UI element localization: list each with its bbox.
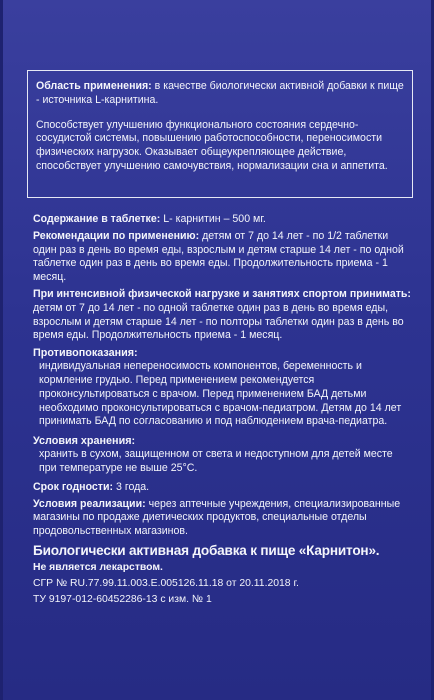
main-text [33,213,411,609]
technical-spec: ТУ 9197-012-60452286-13 с изм. № 1 [33,593,212,605]
benefits-paragraph: Способствует улучшению функционального состояния сердечно-сосудистой системы, повышению работоспособности, переносимости физических нагрузок. Оказывает общеукрепляющее действие, способствует улучшению самочувствия, нормализации сна и аппетита. [36,118,388,172]
not-drug-note: Не является лекарством. [33,561,163,573]
content-text: L- карнитин – 500 мг. [163,213,266,225]
application-area-text: в качестве биологически активной добавки к пище - источника L-карнитина. [36,80,404,106]
contraindications-text: индивидуальная непереносимость компонентов, беременность и кормление грудью. Перед применением рекомендуется проконсультироваться с врачом. Перед применением БАД детьми необходимо проконсультироваться с врачом-педиатром. Детям до 14 лет принимать БАД по согласованию и под наблюдением врача-педиатра. [39,360,402,428]
contraindications-label: Противопоказания: [33,347,138,360]
sport-text: детям от 7 до 14 лет - по одной таблетке один раз в день во время еды, взрослым и детям старше 14 лет - по полторы таблетки один раз в день во время еды. Продолжительность приема - 1 месяц. [33,301,404,342]
sport-paragraph [33,288,411,343]
application-area-paragraph [36,80,404,108]
shelf-life-paragraph [33,481,411,495]
sport-label: При интенсивной физической нагрузке и занятиях спортом принимать: [33,287,411,300]
application-area-box [27,70,413,198]
shelf-life-text: 3 года. [115,480,150,493]
recommendations-text: детям от 7 до 14 лет - по 1/2 таблетки один раз в день во время еды, взрослым и детям старше 14 лет - по одной таблетке один раз в день во время еды. Продолжительность приема - 1 месяц. [33,229,404,284]
content-paragraph [33,213,411,227]
sales-label: Условия реализации: [33,497,146,510]
recommendations-label: Рекомендации по применению: [33,229,200,242]
storage-label: Условия хранения: [33,435,136,448]
shelf-life-label: Срок годности: [33,480,114,493]
content-label: Содержание в таблетке: [33,213,161,225]
sales-paragraph [33,498,411,539]
product-title: Биологически активная добавка к пище «Карнитон». [33,542,380,558]
application-area-label: Область применения: [36,80,152,92]
sales-text: через аптечные учреждения, специализированные магазины по продаже диетических продуктов, специальные отделы продовольственных магазинов. [33,497,401,538]
registration-number: СГР № RU.77.99.11.003.Е.005126.11.18 от 20.11.2018 г. [33,577,299,589]
recommendations-paragraph [33,230,411,285]
storage-text: хранить в сухом, защищенном от света и недоступном для детей месте при температуре не выше 25°С. [39,448,393,474]
